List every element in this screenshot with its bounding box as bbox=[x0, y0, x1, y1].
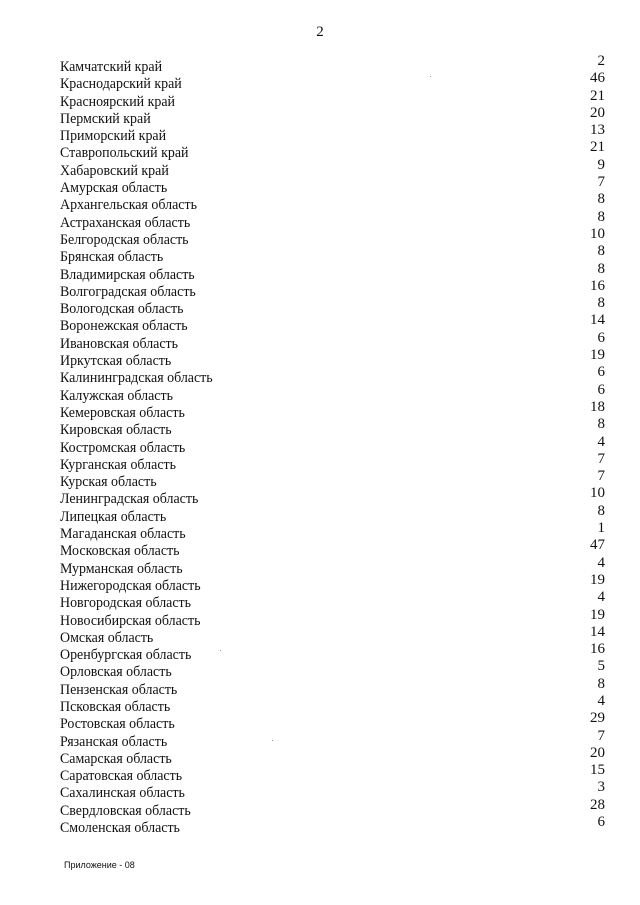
region-value: 6 bbox=[597, 364, 605, 381]
region-name: Архангельская область bbox=[60, 197, 197, 214]
region-value: 15 bbox=[590, 762, 605, 779]
region-value: 8 bbox=[597, 295, 605, 312]
region-name: Ленинградская область bbox=[60, 491, 199, 508]
region-row bbox=[0, 277, 640, 300]
region-row bbox=[0, 398, 640, 421]
region-value: 7 bbox=[597, 468, 605, 485]
region-name: Краснодарский край bbox=[60, 76, 182, 93]
region-value: 7 bbox=[597, 174, 605, 191]
region-row bbox=[0, 87, 640, 110]
region-name: Курганская область bbox=[60, 456, 176, 473]
region-name: Камчатский край bbox=[60, 59, 163, 75]
region-row bbox=[0, 606, 640, 629]
region-name: Орловская область bbox=[60, 664, 172, 681]
region-value: 18 bbox=[590, 398, 605, 415]
region-name: Мурманская область bbox=[60, 560, 183, 577]
region-name: Волгоградская область bbox=[60, 283, 196, 300]
region-row bbox=[0, 174, 640, 197]
region-name: Сахалинская область bbox=[60, 785, 185, 802]
region-row bbox=[0, 485, 640, 508]
region-row bbox=[0, 450, 640, 473]
region-row bbox=[0, 710, 640, 733]
region-row bbox=[0, 416, 640, 439]
region-row bbox=[0, 623, 640, 646]
region-name: Ставропольский край bbox=[60, 145, 189, 162]
region-value: 8 bbox=[597, 191, 605, 208]
region-name: Смоленская область bbox=[60, 820, 180, 837]
region-row bbox=[0, 762, 640, 785]
region-row bbox=[0, 537, 640, 560]
region-name: Пермский край bbox=[60, 110, 151, 127]
region-value: 2 bbox=[597, 53, 605, 69]
region-row bbox=[0, 104, 640, 127]
region-value: 10 bbox=[590, 225, 605, 242]
region-name: Вологодская область bbox=[60, 301, 184, 318]
region-value: 20 bbox=[590, 744, 605, 761]
page-number: 2 bbox=[316, 24, 324, 40]
region-name: Калининградская область bbox=[60, 370, 213, 387]
region-list bbox=[0, 53, 640, 837]
region-value: 5 bbox=[597, 658, 605, 675]
region-value: 21 bbox=[590, 139, 605, 156]
region-value: 8 bbox=[597, 675, 605, 692]
region-value: 9 bbox=[597, 156, 605, 173]
region-name: Оренбургская область bbox=[60, 647, 192, 664]
region-value: 16 bbox=[590, 277, 605, 294]
region-row bbox=[0, 779, 640, 802]
region-row bbox=[0, 571, 640, 594]
scan-speck bbox=[430, 76, 431, 77]
region-name: Приморский край bbox=[60, 128, 167, 145]
region-name: Кировская область bbox=[60, 422, 172, 439]
region-row bbox=[0, 191, 640, 214]
region-name: Красноярский край bbox=[60, 93, 176, 110]
region-value: 4 bbox=[597, 554, 605, 571]
region-name: Новгородская область bbox=[60, 595, 192, 612]
region-row bbox=[0, 796, 640, 819]
region-name: Омская область bbox=[60, 629, 154, 646]
region-row bbox=[0, 744, 640, 767]
region-value: 1 bbox=[597, 520, 605, 537]
region-value: 6 bbox=[597, 329, 605, 346]
region-name: Свердловская область bbox=[60, 802, 191, 819]
region-value: 14 bbox=[590, 623, 605, 640]
region-value: 4 bbox=[597, 692, 605, 709]
region-row bbox=[0, 243, 640, 266]
region-name: Рязанская область bbox=[60, 733, 168, 750]
scan-speck bbox=[272, 740, 273, 741]
region-row bbox=[0, 658, 640, 681]
region-row bbox=[0, 70, 640, 93]
region-value: 20 bbox=[590, 104, 605, 121]
region-name: Ростовская область bbox=[60, 716, 175, 733]
region-name: Самарская область bbox=[60, 750, 172, 767]
region-row bbox=[0, 814, 640, 837]
region-name: Курская область bbox=[60, 474, 157, 491]
region-name: Брянская область bbox=[60, 249, 164, 266]
region-row bbox=[0, 364, 640, 387]
region-value: 8 bbox=[597, 416, 605, 433]
region-name: Новосибирская область bbox=[60, 612, 201, 629]
region-value: 19 bbox=[590, 606, 605, 623]
region-row bbox=[0, 156, 640, 179]
region-value: 4 bbox=[597, 589, 605, 606]
region-value: 47 bbox=[590, 537, 605, 554]
region-value: 7 bbox=[597, 450, 605, 467]
region-row bbox=[0, 329, 640, 352]
region-row bbox=[0, 381, 640, 404]
region-name: Владимирская область bbox=[60, 266, 195, 283]
footer-note: Приложение - 08 bbox=[64, 860, 135, 870]
region-value: 21 bbox=[590, 87, 605, 104]
region-value: 19 bbox=[590, 571, 605, 588]
region-row bbox=[0, 589, 640, 612]
region-value: 8 bbox=[597, 243, 605, 260]
region-name: Калужская область bbox=[60, 387, 173, 404]
region-name: Нижегородская область bbox=[60, 577, 201, 594]
region-name: Хабаровский край bbox=[60, 162, 169, 179]
region-row bbox=[0, 347, 640, 370]
region-name: Иркутская область bbox=[60, 353, 172, 370]
region-name: Ивановская область bbox=[60, 335, 179, 352]
region-value: 6 bbox=[597, 381, 605, 398]
region-value: 46 bbox=[590, 70, 605, 87]
scan-speck bbox=[220, 650, 221, 651]
region-value: 6 bbox=[597, 814, 605, 831]
region-value: 16 bbox=[590, 641, 605, 658]
region-row bbox=[0, 433, 640, 456]
region-name: Псковская область bbox=[60, 698, 171, 715]
region-value: 19 bbox=[590, 347, 605, 364]
region-name: Саратовская область bbox=[60, 768, 183, 785]
region-value: 8 bbox=[597, 502, 605, 519]
region-row bbox=[0, 727, 640, 750]
region-row bbox=[0, 53, 640, 75]
region-row bbox=[0, 554, 640, 577]
region-row bbox=[0, 260, 640, 283]
region-row bbox=[0, 502, 640, 525]
region-value: 13 bbox=[590, 122, 605, 139]
region-name: Липецкая область bbox=[60, 508, 167, 525]
region-value: 28 bbox=[590, 796, 605, 813]
region-row bbox=[0, 295, 640, 318]
region-name: Амурская область bbox=[60, 180, 168, 197]
region-row bbox=[0, 692, 640, 715]
region-name: Белгородская область bbox=[60, 231, 189, 248]
region-value: 3 bbox=[597, 779, 605, 796]
region-name: Магаданская область bbox=[60, 526, 186, 543]
region-name: Костромская область bbox=[60, 439, 186, 456]
region-value: 10 bbox=[590, 485, 605, 502]
region-row bbox=[0, 468, 640, 491]
region-value: 14 bbox=[590, 312, 605, 329]
region-name: Астраханская область bbox=[60, 214, 191, 231]
region-value: 29 bbox=[590, 710, 605, 727]
region-row bbox=[0, 520, 640, 543]
region-value: 8 bbox=[597, 208, 605, 225]
region-row bbox=[0, 208, 640, 231]
region-value: 4 bbox=[597, 433, 605, 450]
region-row bbox=[0, 675, 640, 698]
region-name: Кемеровская область bbox=[60, 404, 185, 421]
region-value: 7 bbox=[597, 727, 605, 744]
region-value: 8 bbox=[597, 260, 605, 277]
region-name: Пензенская область bbox=[60, 681, 178, 698]
region-row bbox=[0, 225, 640, 248]
region-row bbox=[0, 122, 640, 145]
region-row bbox=[0, 312, 640, 335]
region-name: Московская область bbox=[60, 543, 180, 560]
region-row bbox=[0, 641, 640, 664]
region-row bbox=[0, 139, 640, 162]
region-name: Воронежская область bbox=[60, 318, 188, 335]
